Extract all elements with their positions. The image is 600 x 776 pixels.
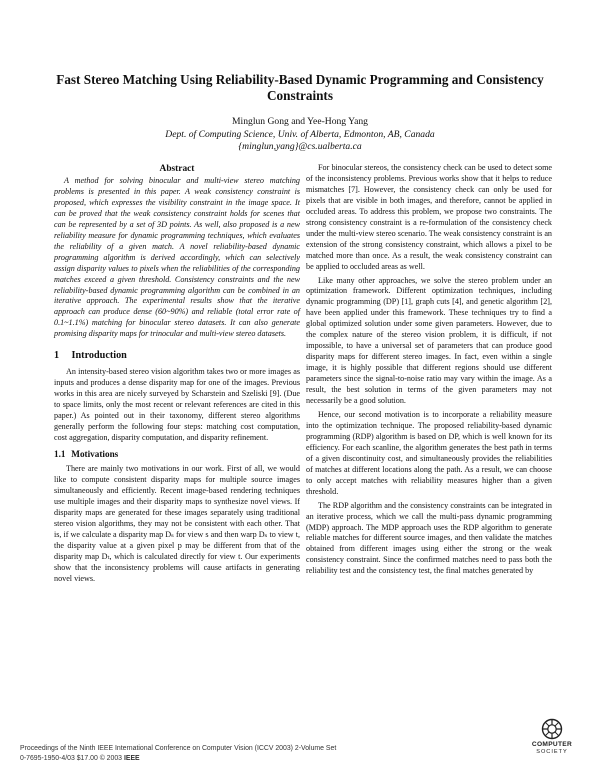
body-paragraph: The RDP algorithm and the consistency constraints can be integrated in an iterative process, which we call the multi-pass dynamic programming (MDP) approach. The MDP approach uses the RDP algorithm to generate reliable matches for different source images, and then validate the matches obtained from different images using either the strong or the weak consistency constraint. Since the confirmed matches need to pass both the reliability test and the consistency test, the final matches generated by <box>306 500 552 576</box>
section-heading-introduction <box>54 349 300 362</box>
author-affiliation: Dept. of Computing Science, Univ. of Alberta, Edmonton, AB, Canada <box>165 128 435 140</box>
subsection-title: Motivations <box>71 448 119 459</box>
author-email: {minglun,yang}@cs.ualberta.ca <box>238 141 362 152</box>
body-paragraph: Like many other approaches, we solve the stereo problem under an optimization framework. Different optimization techniques, including dynamic programming (DP) [1], graph cuts [4], and genetic algorithm [2], have been applied under this framework. These techniques try to find a global optimized solution under some given parameters. However, due to the complex nature of the stereo vision problem, it is difficult, if not impossible, to have a universal set of parameters that can produce good disparity maps for different stereo images. In fact, even within a single image, it is highly possible that different regions should use different parameters since the signal-to-noise ratio may vary within the image. As a result, the best solution in terms of the given parameters may not necessarily be a good solution. <box>306 275 552 406</box>
section-title: Introduction <box>71 350 127 362</box>
author-names: Minglun Gong and Yee-Hong Yang <box>232 116 368 127</box>
left-column <box>54 163 300 587</box>
motivations-paragraph: There are mainly two motivations in our work. First of all, we would like to compute consistent disparity maps for multiple source images simultaneously and efficiently. Recent image-based rendering techniques use multiple images and their disparity maps to synthesize novel views. If disparity maps are generated for these images separately using traditional stereo vision algorithms, they may not be consistent with each other. That is, if we calculate a disparity map Dₛ for view s and then warp Dₛ to view t, the disparity value at a given pixel p may be different from that of the disparity map Dₜ, which is calculated directly for view t. Our experiments show that the inconsistency problems will cause artifacts in generating novel views. <box>54 463 300 583</box>
paper-title: Fast Stereo Matching Using Reliability-Based Dynamic Programming and Consistency Constraints <box>56 72 544 103</box>
subsection-number: 1.1 <box>54 448 66 459</box>
subsection-heading-motivations <box>54 448 300 460</box>
abstract-heading: Abstract <box>159 164 195 174</box>
society-emblem-icon <box>541 718 563 740</box>
computer-society-logo <box>524 718 580 768</box>
right-column <box>306 163 552 580</box>
logo-line-computer: COMPUTER <box>531 741 573 748</box>
introduction-paragraph: An intensity-based stereo vision algorithm takes two or more images as inputs and produces a dense disparity map for one of the images. Previous works in this area are nicely surveyed by Scharstein and Szeliski [9]. (Due to space limits, only the most recent or relevant references are cited in this paper.) As pointed out in their taxonomy, different stereo algorithms generally perform the following four steps: matching cost computation, cost aggregation, disparity computation, and disparity refinement. <box>54 367 300 443</box>
footer-ieee: IEEE <box>123 754 140 762</box>
author-block <box>40 116 560 154</box>
page-footer <box>20 744 336 763</box>
body-paragraph: Hence, our second motivation is to incorporate a reliability measure into the optimization technique. The proposed reliability-based dynamic programming (RDP) algorithm is based on DP, which is well known for its efficiency. For each scanline, the algorithm generates the best path in terms of a given discontinuity cost, and simultaneously provides the reliabilities of matches at different locations along the path. As a result, we can choose to only accept matches with reliability measures higher than a given threshold. <box>306 409 552 496</box>
footer-isbn-line <box>20 754 336 764</box>
section-number: 1 <box>54 350 60 362</box>
footer-isbn: 0-7695-1950-4/03 $17.00 © 2003 <box>20 754 123 762</box>
footer-proceedings: Proceedings of the Ninth IEEE International Conference on Computer Vision (ICCV 2003) 2-Volume Set <box>20 745 337 752</box>
body-paragraph: For binocular stereos, the consistency check can be used to detect some of the inconsistency problems. Previous works show that it helps to reduce mismatches [7]. However, the consistency check can only be used for pixels that are visible in both images, and therefore, cannot be applied in occluded areas. To address this problem, we propose two constraints. The strong consistency constraint is a re-formulation of the consistency check under the multi-view stereo scenario. The weak consistency constraint is an extension of the strong consistency constraint, which allows a pixel to be matched more than once. As a result, the weak consistency constraint can be applied to occluded areas as well. <box>306 163 552 271</box>
logo-line-society: SOCIETY <box>536 748 568 755</box>
abstract-text: A method for solving binocular and multi-view stereo matching problems is presented in this paper. A weak consistency constraint is proposed, which expresses the visibility constraint in the image space. It can be proved that the weak consistency constraint holds for scenes that can be represented by a set of 3D points. As well, also proposed is a new reliability measure for dynamic programming techniques, which evaluates the reliability of a given match. A novel reliability-based dynamic programming algorithm is derived accordingly, which can selectively assign disparity values to pixels when the reliabilities of the corresponding matches exceed a given threshold. Consistency constraints and the new reliability-based dynamic programming algorithm can be combined in an iterative approach. The experimental results show that the iterative approach can produce dense (60~90%) and reliable (total error rate of 0.1~1.1%) matching for binocular stereo datasets. It can also generate promising disparity maps for trinocular and multi-view stereo datasets. <box>54 176 300 339</box>
